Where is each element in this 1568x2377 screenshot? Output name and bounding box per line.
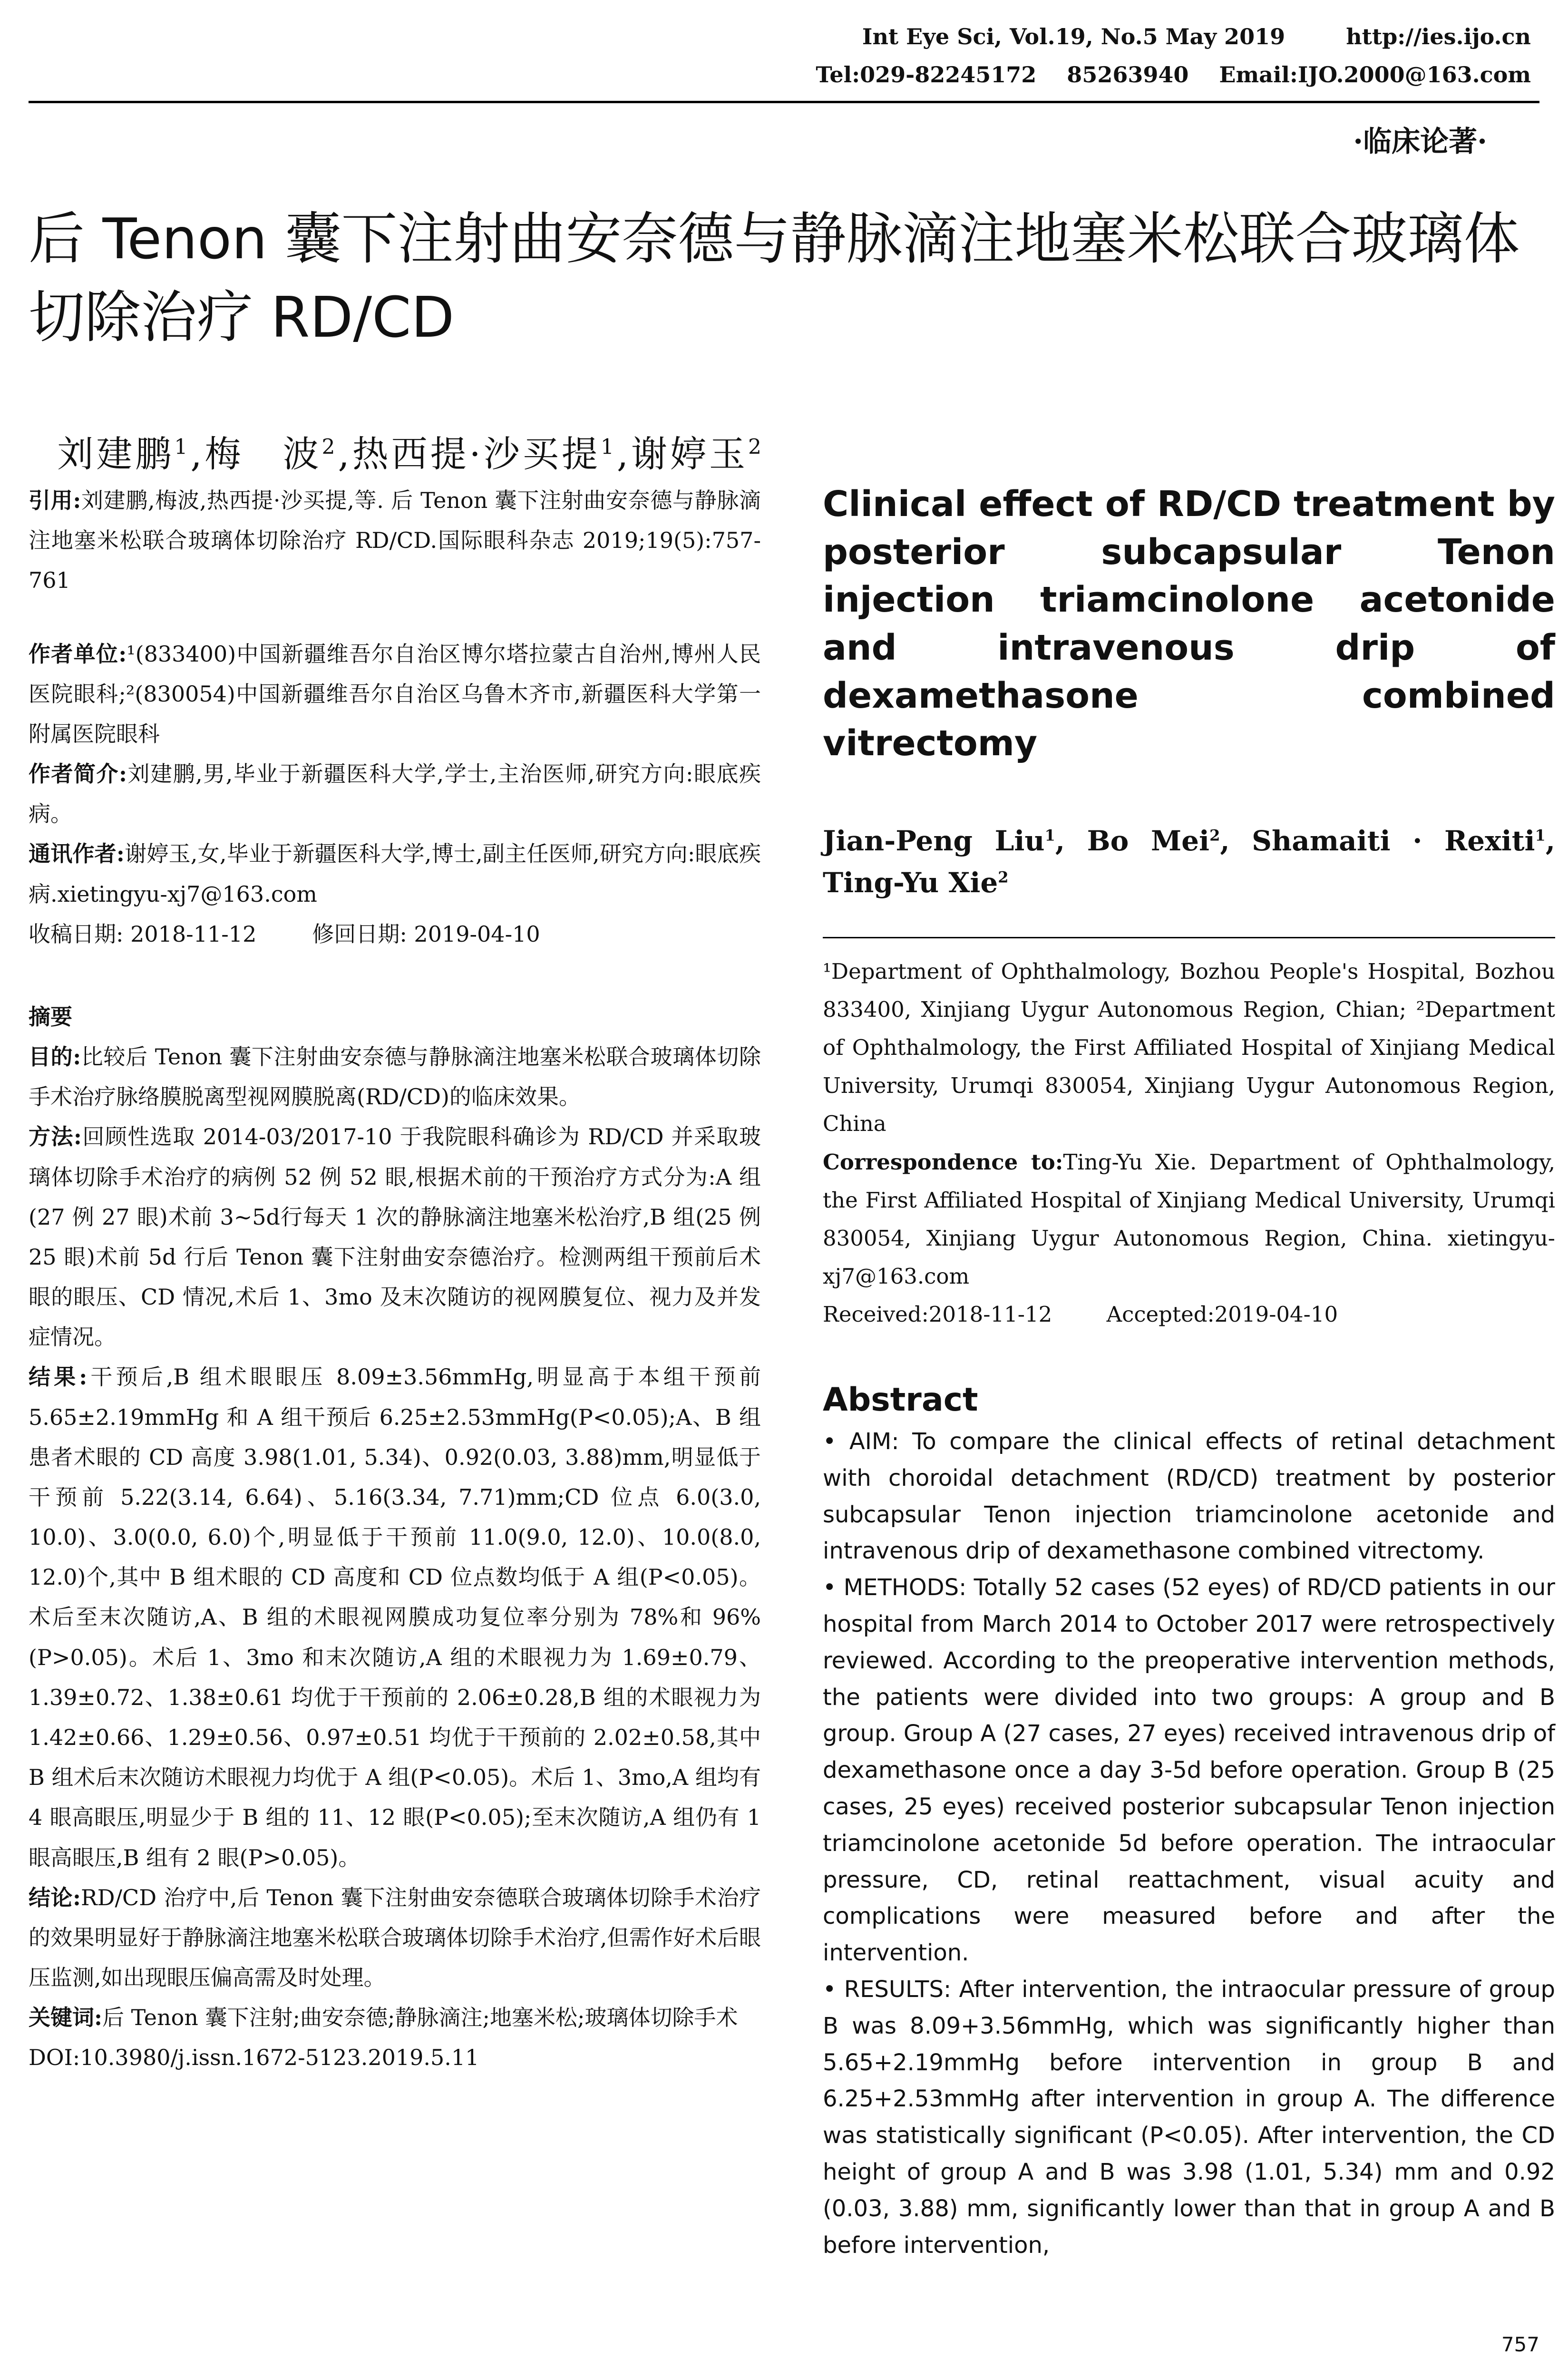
correspondence-en: Correspondence to:Ting-Yu Xie. Department of Ophthalmology, the First Affiliated Hospital of Xinjiang Medical University, Urumqi 830054, Xinjiang Uygur Autonomous Region, China. xietingyu-xj7@163.com — [823, 1149, 1555, 1289]
right-column — [823, 480, 1555, 2263]
header-rule — [29, 101, 1539, 103]
keywords-cn: 关键词:后 Tenon 囊下注射;曲安奈德;静脉滴注;地塞米松;玻璃体切除手术 — [29, 2005, 738, 2031]
author-list-en: Jian-Peng Liu$^1$, Bo Mei$^2$, Shamaiti · Rexiti$^1$, Ting-Yu Xie$^2$ — [823, 824, 1556, 899]
citation: 引用:刘建鹏,梅波,热西提·沙买提,等. 后 Tenon 囊下注射曲安奈德与静脉滴注地塞米松联合玻璃体切除治疗 RD/CD.国际眼科杂志 2019;19(5):757-761 — [29, 487, 761, 594]
correspondence-cn: 通讯作者:谢婷玉,女,毕业于新疆医科大学,博士,副主任医师,研究方向:眼底疾病.xietingyu-xj7@163.com — [29, 841, 761, 907]
section-label: ·临床论著· — [1353, 125, 1487, 158]
author-affil-mark: 1 — [174, 435, 191, 459]
author-affil-mark: 1 — [1044, 826, 1055, 845]
author-name: 刘建鹏 — [57, 433, 175, 475]
affiliation-en: ¹Department of Ophthalmology, Bozhou People's Hospital, Bozhou 833400, Xinjiang Uygur Autonomous Region, Chian; ²Department of Ophthalmology, the First Affiliated Hospital of Xinjiang Medical University, Urumqi 830054, Xinjiang Uygur Autonomous Region, China — [823, 959, 1555, 1137]
left-column — [29, 480, 761, 2078]
author-affil-mark: 2 — [748, 435, 765, 459]
journal-header-line2: Tel:029-82245172 85263940 Email:IJO.2000@163.com — [816, 62, 1531, 88]
author-name: 谢婷玉 — [631, 433, 749, 475]
page-number: 757 — [1501, 2333, 1539, 2356]
author-name: Ting-Yu Xie — [823, 866, 998, 899]
author-name: Jian-Peng Liu — [823, 824, 1045, 857]
affiliation-rule — [823, 937, 1555, 938]
affiliation-cn: 作者单位:¹(833400)中国新疆维吾尔自治区博尔塔拉蒙古自治州,博州人民医院眼科;²(830054)中国新疆维吾尔自治区乌鲁木齐市,新疆医科大学第一附属医院眼科 — [29, 641, 761, 747]
article-title-cn: 后 Tenon 囊下注射曲安奈德与静脉滴注地塞米松联合玻璃体切除治疗 RD/CD — [29, 206, 1520, 351]
author-affil-mark: 2 — [1209, 826, 1220, 845]
author-name: 梅 波 — [205, 433, 322, 475]
abstract-results-en: • RESULTS: After intervention, the intraocular pressure of group B was 8.09+3.56mmHg, which was significantly higher than 5.65+2.19mmHg before intervention in group B and 6.25+2.53mmHg after intervention in group A. The difference was statistically significant (P<0.05). After intervention, the CD height of group A and B was 3.98 (1.01, 5.34) mm and 0.92 (0.03, 3.88) mm, significantly lower than that in group A and B before intervention, — [823, 1976, 1555, 2259]
abstract-conclusion: 结论:RD/CD 治疗中,后 Tenon 囊下注射曲安奈德联合玻璃体切除手术治疗的效果明显好于静脉滴注地塞米松联合玻璃体切除手术治疗,但需作好术后眼压监测,如出现眼压偏高需及时处理。 — [29, 1884, 761, 1991]
abstract-results: 结果:干预后,B 组术眼眼压 8.09±3.56mmHg,明显高于本组干预前 5.65±2.19mmHg 和 A 组干预后 6.25±2.53mmHg(P<0.05);A、B 组患者术眼的 CD 高度 3.98(1.01, 5.34)、0.92(0.03, 3.88)mm,明显低于干预前 5.22(3.14, 6.64)、5.16(3.34, 7.71)mm;CD 位点 6.0(3.0, 10.0)、3.0(0.0, 6.0)个,明显低于干预前 11.0(9.0, 12.0)、10.0(8.0, 12.0)个,其中 B 组术眼的 CD 高度和 CD 位点数均低于 A 组(P<0.05)。术后至末次随访,A、B 组的术眼视网膜成功复位率分别为 78%和 96%(P>0.05)。术后 1、3mo 和末次随访,A 组的术眼视力为 1.69±0.79、1.39±0.72、1.38±0.61 均优于干预前的 2.06±0.28,B 组的术眼视力为 1.42±0.66、1.29±0.56、0.97±0.51 均优于干预前的 2.02±0.58,其中 B 组术后末次随访术眼视力均优于 A 组(P<0.05)。术后 1、3mo,A 组均有 4 眼高眼压,明显少于 B 组的 11、12 眼(P<0.05);至末次随访,A 组仍有 1 眼高眼压,B 组有 2 眼(P>0.05)。 — [29, 1364, 761, 1870]
affiliation-block-en — [823, 953, 1555, 1334]
abstract-methods-en: • METHODS: Totally 52 cases (52 eyes) of RD/CD patients in our hospital from March 2014 to October 2017 were retrospectively reviewed. According to the preoperative intervention methods, the patients were divided into two groups: A group and B group. Group A (27 cases, 27 eyes) received intravenous drip of dexamethasone once a day 3-5d before operation. Group B (25 cases, 25 eyes) received posterior subcapsular Tenon injection triamcinolone acetonide 5d before operation. The intraocular pressure, CD, retinal reattachment, visual acuity and complications were measured before and after the intervention. — [823, 1574, 1555, 1967]
author-affil-mark: 2 — [998, 868, 1009, 887]
author-affil-mark: 1 — [1535, 826, 1546, 845]
abstract-methods: 方法:回顾性选取 2014-03/2017-10 于我院眼科确诊为 RD/CD 并采取玻璃体切除手术治疗的病例 52 例 52 眼,根据术前的干预治疗方式分为:A 组(27 例 27 眼)术前 3~5d行每天 1 次的静脉滴注地塞米松治疗,B 组(25 例 25 眼)术前 5d 行后 Tenon 囊下注射曲安奈德治疗。检测两组干预前后术眼的眼压、CD 情况,术后 1、3mo 及末次随访的视网膜复位、视力及并发症情况。 — [29, 1124, 761, 1350]
author-affil-mark: 1 — [600, 435, 617, 459]
author-name: Bo Mei — [1087, 824, 1210, 857]
abstract-objective: 目的:比较后 Tenon 囊下注射曲安奈德与静脉滴注地塞米松联合玻璃体切除手术治疗脉络膜脱离型视网膜脱离(RD/CD)的临床效果。 — [29, 1044, 761, 1110]
journal-header-line1: Int Eye Sci, Vol.19, No.5 May 2019 http://ies.ijo.cn — [862, 24, 1531, 49]
abstract-en — [823, 1423, 1555, 2263]
abstract-heading-cn: 摘要 — [29, 1003, 72, 1030]
abstract-heading-en: Abstract — [823, 1381, 978, 1419]
article-title-en: Clinical effect of RD/CD treatment by posterior subcapsular Tenon injection triamcinolone acetonide and intravenous drip of dexamethasone combined vitrectomy — [823, 484, 1555, 764]
author-bio: 作者简介:刘建鹏,男,毕业于新疆医科大学,学士,主治医师,研究方向:眼底疾病。 — [29, 761, 761, 827]
author-affil-mark: 2 — [321, 435, 338, 459]
author-name: Shamaiti · Rexiti — [1252, 824, 1535, 857]
doi: DOI:10.3980/j.issn.1672-5123.2019.5.11 — [29, 2045, 479, 2071]
dates-en: Received:2018-11-12 Accepted:2019-04-10 — [823, 1301, 1338, 1327]
author-list-cn: 刘建鹏$^1$,梅 波$^2$,热西提·沙买提$^1$,谢婷玉$^2$ — [57, 433, 765, 475]
dates-cn: 收稿日期: 2018-11-12 修回日期: 2019-04-10 — [29, 921, 540, 947]
author-name: 热西提·沙买提 — [352, 433, 601, 475]
abstract-aim-en: • AIM: To compare the clinical effects of retinal detachment with choroidal detachment (RD/CD) treatment by posterior subcapsular Tenon injection triamcinolone acetonide and intravenous drip of dexamethasone combined vitrectomy. — [823, 1428, 1555, 1565]
